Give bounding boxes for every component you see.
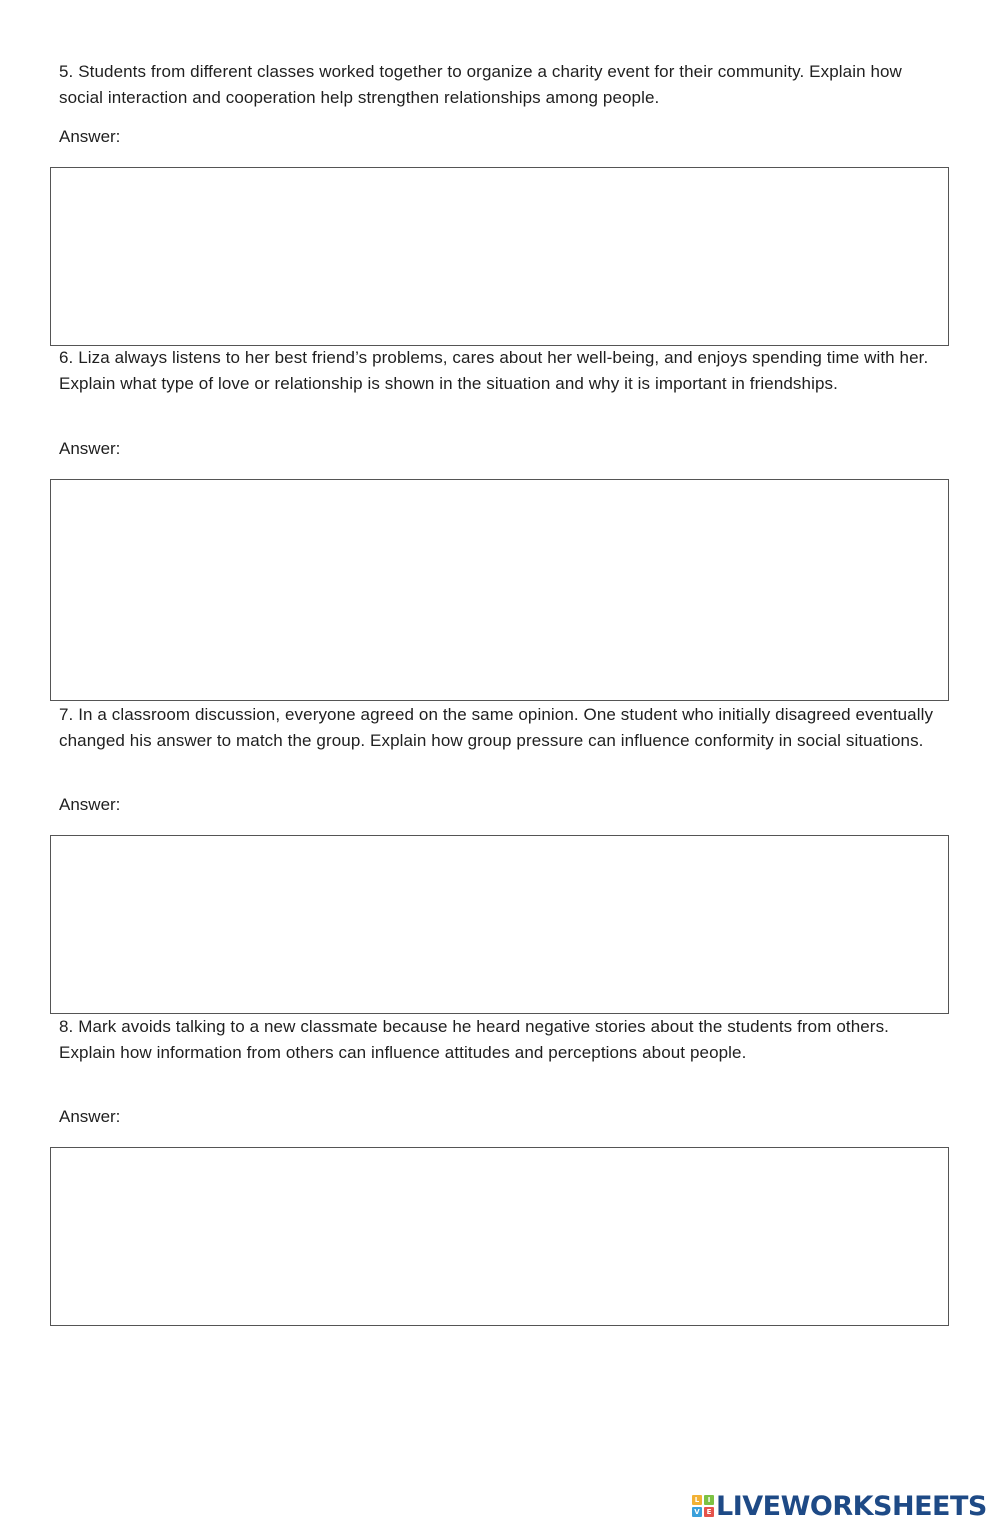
answer-6-label: Answer: — [59, 439, 121, 458]
question-8-text: 8. Mark avoids talking to a new classmate because he heard negative stories about the students from others. Explain how information from others can influence attitudes and perceptions about people. — [59, 1017, 889, 1062]
answer-8-input[interactable] — [50, 1147, 949, 1326]
answer-6-input[interactable] — [50, 479, 949, 701]
question-5-text: 5. Students from different classes worked together to organize a charity event for their community. Explain how social interaction and cooperation help strengthen relationships among people. — [59, 62, 902, 107]
logo-tile-v: V — [692, 1507, 702, 1517]
answer-8-label: Answer: — [59, 1107, 121, 1126]
logo-tile-e: E — [704, 1507, 714, 1517]
logo-tile-l: L — [692, 1495, 702, 1505]
liveworksheets-brand — [692, 1490, 987, 1522]
logo-tile-i: I — [704, 1495, 714, 1505]
brand-name: LIVEWORKSHEETS — [716, 1490, 987, 1522]
liveworksheets-logo-icon — [692, 1495, 714, 1517]
question-6-text: 6. Liza always listens to her best friend’s problems, cares about her well-being, and enjoys spending time with her. Explain what type of love or relationship is shown in the situation and why it is important in friendships. — [59, 348, 929, 393]
answer-7-input[interactable] — [50, 835, 949, 1014]
answer-5-input[interactable] — [50, 167, 949, 346]
answer-7-label: Answer: — [59, 795, 121, 814]
question-7-text: 7. In a classroom discussion, everyone agreed on the same opinion. One student who initially disagreed eventually changed his answer to match the group. Explain how group pressure can influence conformity in social situations. — [59, 705, 934, 750]
answer-5-label: Answer: — [59, 127, 121, 146]
